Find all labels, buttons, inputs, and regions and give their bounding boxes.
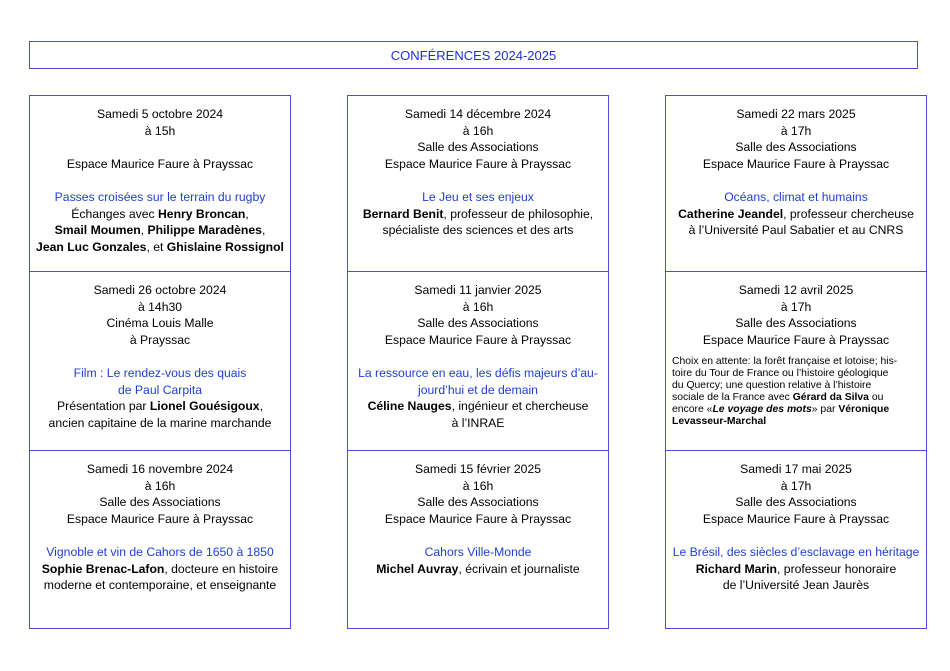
speaker-name: Lionel Gouésigoux <box>149 399 260 414</box>
speaker-line: Richard Marin, professeur honoraire <box>695 561 897 576</box>
speaker-line: Sophie Brenac-Lafon, docteure en histoire <box>41 561 279 576</box>
pending-topic-note: Choix en attente: la forêt française et lotoise; his- toire du Tour de France ou l’histoire géologique du Quercy; une question relative à l’histoire sociale de la France avec Gérard da Silva ou encore «Le voyage des mots» par Véronique Levasseur-Marchal <box>672 356 898 427</box>
speaker-line: Jean Luc Gonzales, et Ghislaine Rossignol <box>36 239 284 254</box>
conference-date: Samedi 14 décembre 2024 <box>404 107 552 121</box>
column-autumn-2024 <box>29 95 291 629</box>
conference-date: Samedi 16 novembre 2024 <box>86 462 234 476</box>
speaker-line: ancien capitaine de la marine marchande <box>48 415 272 430</box>
conference-card <box>348 271 608 450</box>
speaker-name: Bernard Benit <box>362 206 444 221</box>
conference-place: Espace Maurice Faure à Prayssac <box>66 156 254 171</box>
conference-place: Espace Maurice Faure à Prayssac <box>66 511 254 526</box>
speaker-name: Jean Luc Gonzales <box>36 239 147 254</box>
conference-place: Salle des Associations <box>417 140 539 155</box>
speaker-line: de l’Université Jean Jaurès <box>722 578 870 593</box>
speaker-line: Présentation par Lionel Gouésigoux, <box>57 399 263 414</box>
conference-topic: Cahors Ville-Monde <box>424 544 532 559</box>
conference-time: à 15h <box>144 123 176 138</box>
conference-topic: Vignoble et vin de Cahors de 1650 à 1850 <box>46 544 274 559</box>
speaker-name: Henry Broncan <box>157 206 246 221</box>
speaker-name: Sophie Brenac-Lafon <box>41 561 165 576</box>
conference-time: à 17h <box>780 299 812 314</box>
conference-place: Salle des Associations <box>735 140 857 155</box>
conference-card <box>666 271 926 450</box>
conference-time: à 16h <box>462 478 494 493</box>
conference-topic: Océans, climat et humains <box>724 189 868 204</box>
conference-date: Samedi 11 janvier 2025 <box>414 283 542 297</box>
conference-time: à 14h30 <box>137 299 183 314</box>
page-title <box>29 41 918 69</box>
speaker-line: Michel Auvray, écrivain et journaliste <box>376 561 580 576</box>
speaker-line: à l’INRAE <box>451 415 505 430</box>
speaker-line: Catherine Jeandel, professeur chercheuse <box>678 206 914 221</box>
conference-card <box>666 450 926 628</box>
column-winter-2024-2025 <box>347 95 609 629</box>
speaker-line: spécialiste des sciences et des arts <box>382 223 574 238</box>
speaker-name: Philippe Maradènes <box>147 223 262 238</box>
conference-time: à 17h <box>780 123 812 138</box>
conference-time: à 16h <box>462 299 494 314</box>
conference-topic: La ressource en eau, les défis majeurs d’au- <box>358 365 598 380</box>
conference-topic: jourd’hui et de demain <box>418 382 538 397</box>
speaker-name: Levasseur-Marchal <box>672 415 767 427</box>
conference-date: Samedi 12 avril 2025 <box>738 283 854 297</box>
conference-place: Salle des Associations <box>417 316 539 331</box>
conference-place: Espace Maurice Faure à Prayssac <box>702 511 890 526</box>
conference-place: Espace Maurice Faure à Prayssac <box>702 332 890 347</box>
speaker-name: Catherine Jeandel <box>678 206 784 221</box>
conference-card <box>348 450 608 628</box>
column-spring-2025 <box>665 95 927 629</box>
conference-date: Samedi 22 mars 2025 <box>736 107 856 121</box>
speaker-line: Smail Moumen, Philippe Maradènes, <box>54 223 266 238</box>
conference-topic: Film : Le rendez-vous des quais <box>73 365 247 380</box>
speaker-name: Michel Auvray <box>376 561 459 576</box>
conference-date: Samedi 17 mai 2025 <box>740 462 852 476</box>
speaker-line: Bernard Benit, professeur de philosophie, <box>362 206 594 221</box>
conference-date: Samedi 26 octobre 2024 <box>93 283 227 297</box>
conference-place: à Prayssac <box>129 332 191 347</box>
conference-card <box>348 96 608 271</box>
conference-topic: Le Jeu et ses enjeux <box>422 189 534 204</box>
speaker-name: Richard Marin <box>695 561 778 576</box>
speaker-name: Smail Moumen <box>54 223 141 238</box>
conference-card <box>30 450 290 628</box>
speaker-name: Céline Nauges <box>367 399 452 414</box>
speaker-line: à l’Université Paul Sabatier et au CNRS <box>688 223 904 238</box>
book-title: Le voyage des mots <box>712 404 812 415</box>
title-text: CONFÉRENCES 2024-2025 <box>390 47 557 63</box>
speaker-name: Véronique <box>838 404 890 415</box>
conference-place: Salle des Associations <box>417 495 539 510</box>
conference-time: à 17h <box>780 478 812 493</box>
conference-card <box>30 271 290 450</box>
conference-place: Salle des Associations <box>735 495 857 510</box>
conference-place: Salle des Associations <box>735 316 857 331</box>
conference-place: Salle des Associations <box>99 495 221 510</box>
conference-topic: Passes croisées sur le terrain du rugby <box>54 189 266 204</box>
conference-date: Samedi 5 octobre 2024 <box>96 107 224 121</box>
conference-card <box>666 96 926 271</box>
conference-place: Espace Maurice Faure à Prayssac <box>702 156 890 171</box>
conference-time: à 16h <box>144 478 176 493</box>
speaker-line: Échanges avec Henry Broncan, <box>71 206 249 221</box>
conference-topic: de Paul Carpita <box>117 382 202 397</box>
speaker-line: Céline Nauges, ingénieur et chercheuse <box>367 399 589 414</box>
conference-card <box>30 96 290 271</box>
conference-place: Espace Maurice Faure à Prayssac <box>384 332 572 347</box>
conference-topic: Le Brésil, des siècles d’esclavage en héritage <box>672 544 920 559</box>
speaker-name: Ghislaine Rossignol <box>166 239 284 254</box>
conference-place: Cinéma Louis Malle <box>106 316 214 331</box>
conference-date: Samedi 15 février 2025 <box>414 462 541 476</box>
speaker-name: Gérard da Silva <box>792 392 869 404</box>
conference-place: Espace Maurice Faure à Prayssac <box>384 511 572 526</box>
conference-time: à 16h <box>462 123 494 138</box>
conference-place: Espace Maurice Faure à Prayssac <box>384 156 572 171</box>
speaker-line: moderne et contemporaine, et enseignante <box>43 578 277 593</box>
